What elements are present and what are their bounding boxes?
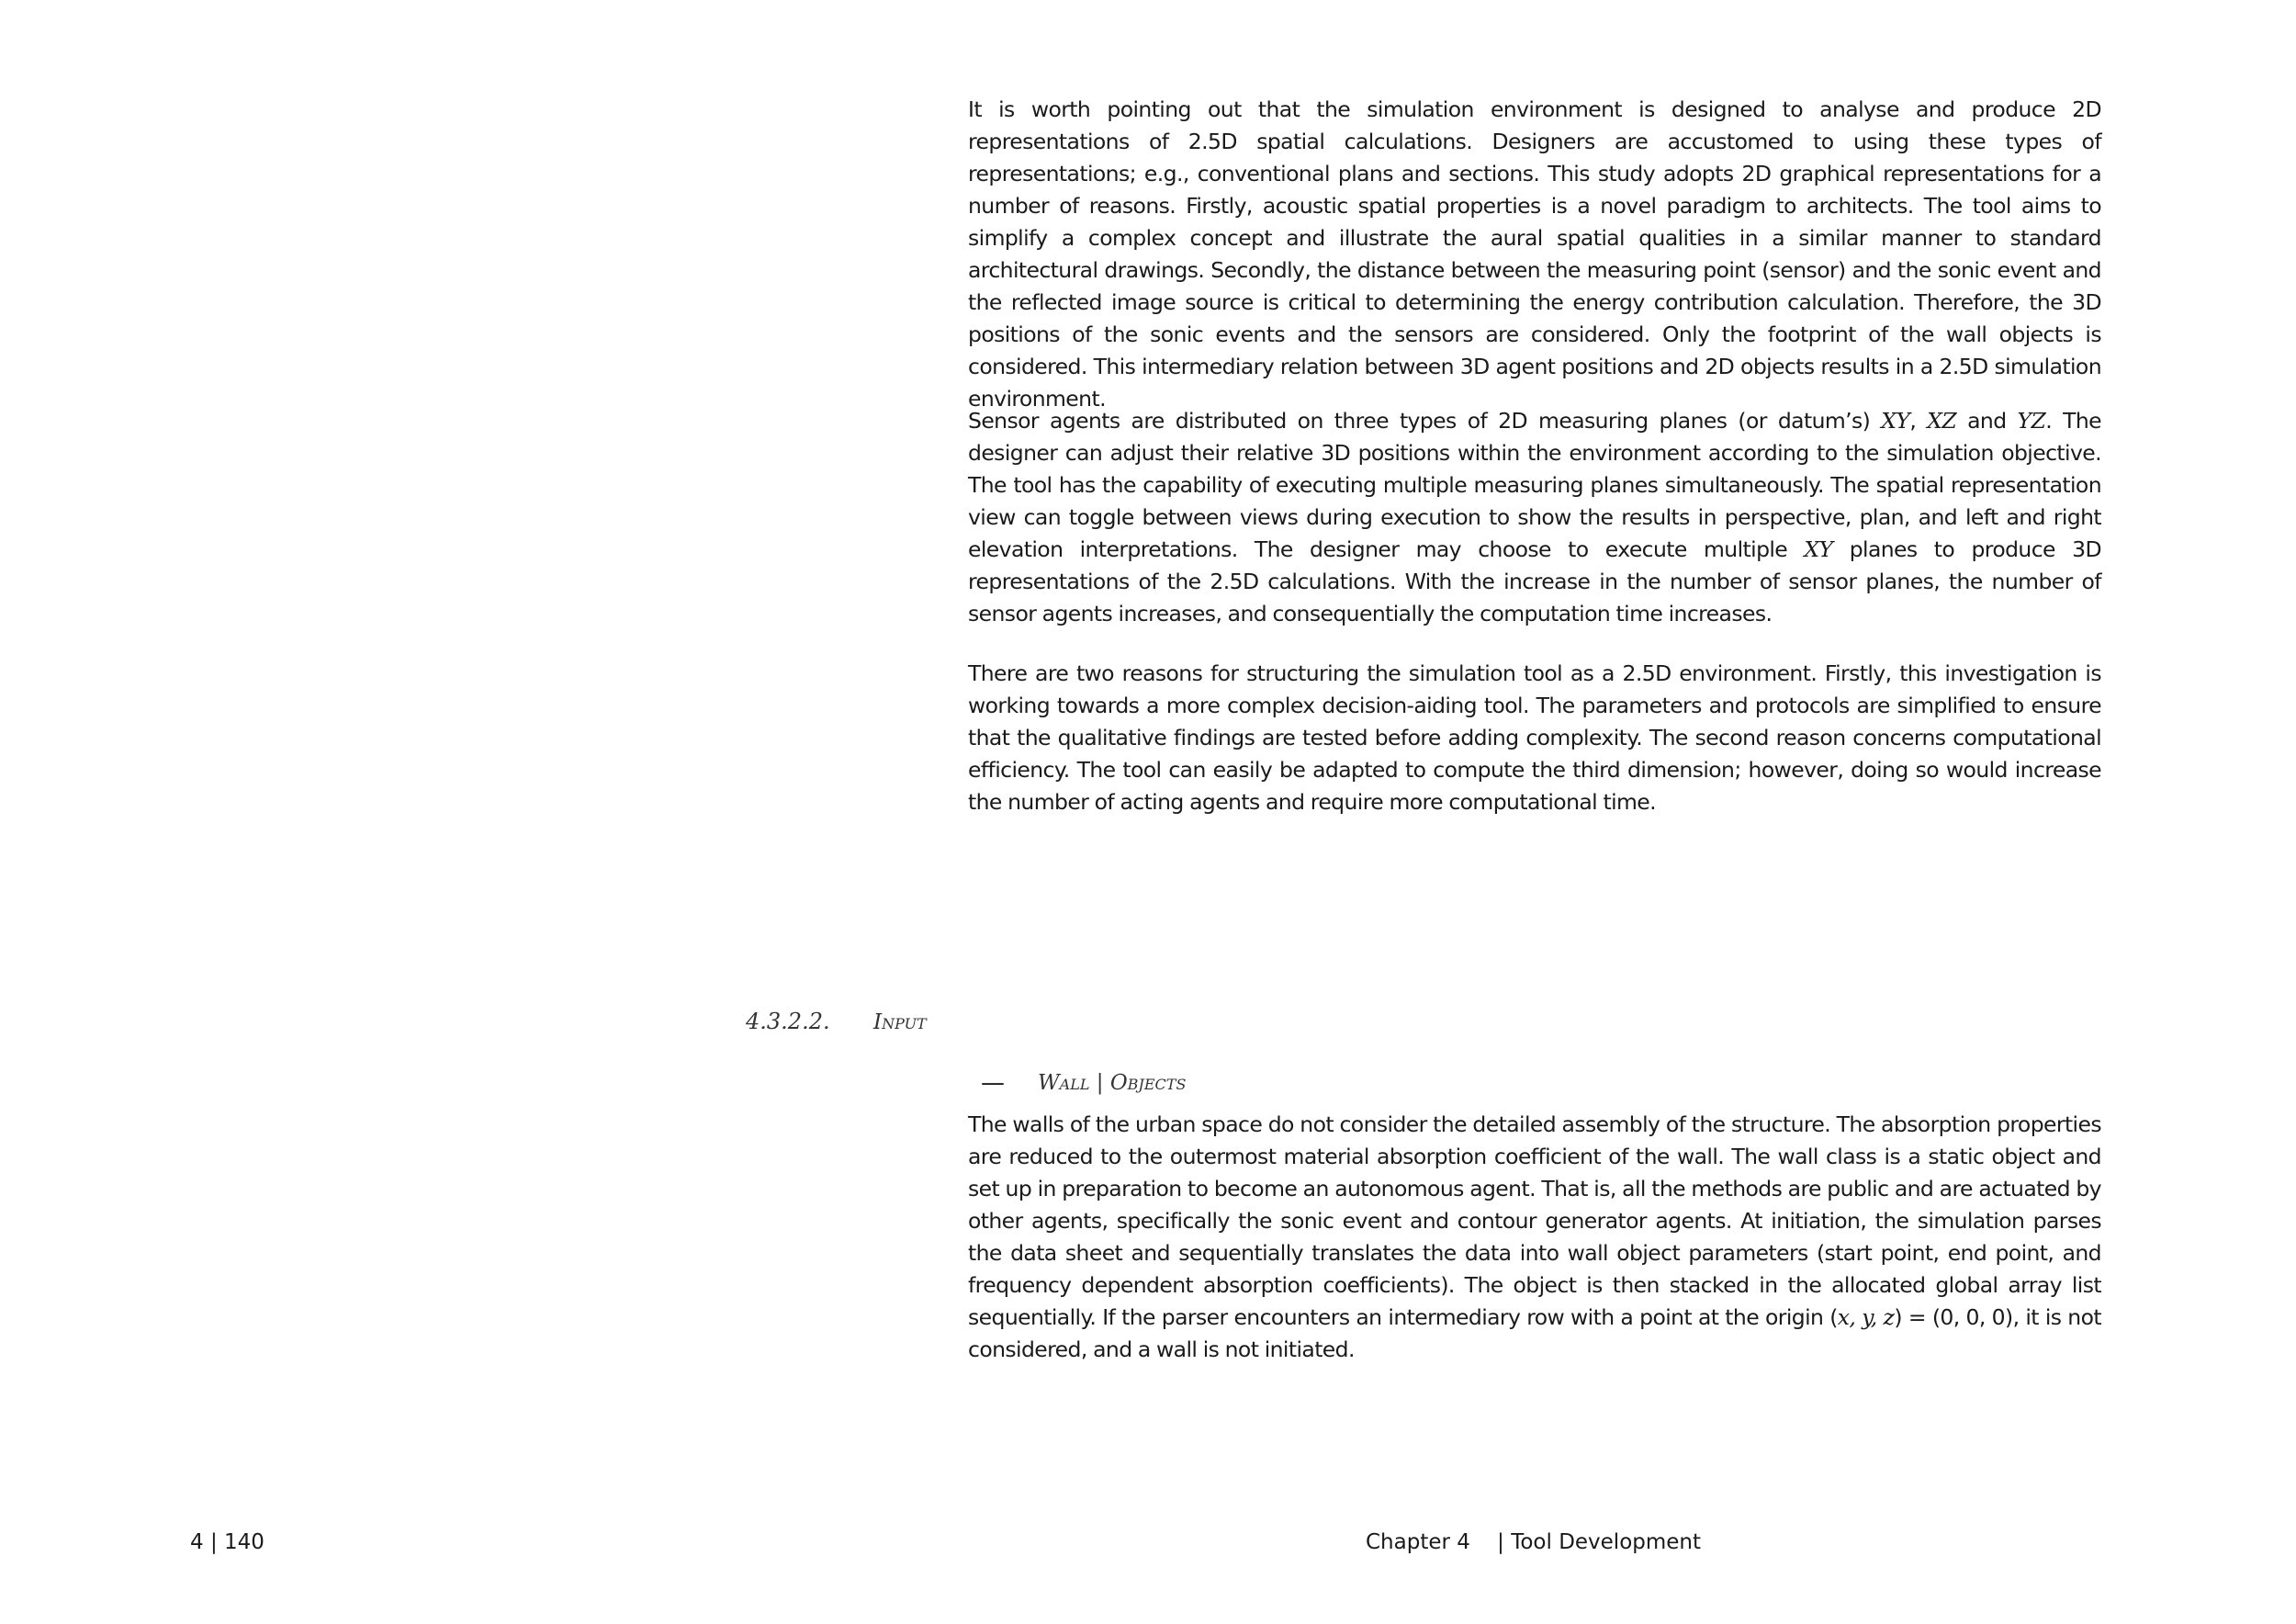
math-yz: YZ: [2017, 408, 2046, 434]
page-number: 4 | 140: [190, 1530, 264, 1554]
math-xyz: x, y, z: [1837, 1304, 1895, 1330]
body-paragraph-sensor-agents: [968, 405, 2101, 630]
body-paragraph-two-reasons: There are two reasons for structuring the simulation tool as a 2.5D environment. Firstly, this investigation is working towards a more complex decision-aiding tool. The parameters and protocols are simplified to ensure that the qualitative findings are tested before adding complexity. The second reason concerns computational efficiency. The tool can easily be adapted to compute the third dimension; however, doing so would increase the number of acting agents and require more computational time.: [968, 660, 2101, 815]
section-title: Input: [873, 1010, 927, 1034]
math-xy: XY: [1881, 408, 1910, 434]
body-paragraph-wall-objects: [968, 1109, 2101, 1366]
chapter-footer: Chapter 4 | Tool Development: [1366, 1530, 1702, 1554]
paragraph-text: . The designer can adjust their relative 3D positions within the environment according to the simulation objective. The tool has the capability of executing multiple measuring planes simultaneously. The spatial representation view can toggle between views during execution to show the results in perspective, plan, and left and right elevation interpretations. The designer may choose to execute multiple: [968, 408, 2101, 562]
subsection-title: Wall | Objects: [1038, 1071, 1187, 1095]
paragraph-text: and: [1956, 408, 2018, 434]
math-xy: XY: [1804, 536, 1833, 562]
section-number: 4.3.2.2.: [746, 1009, 830, 1034]
subsection-dash: —: [981, 1069, 1005, 1097]
paragraph-text: ) = (0, 0, 0), it is not considered, and a wall is not initiated.: [968, 1304, 2101, 1362]
paragraph-text: Sensor agents are distributed on three types of 2D measuring planes (or datum’s): [968, 408, 1882, 434]
paragraph-text: planes to produce 3D representations of the 2.5D calculations. With the increase in the number of sensor planes, the number of sensor agents increases, and consequentially the computation time increases.: [968, 536, 2101, 626]
paragraph-text: ,: [1909, 408, 1928, 434]
paragraph-text: The walls of the urban space do not consider the detailed assembly of the structure. The absorption properties are reduced to the outermost material absorption coefficient of the wall. The wall class is a static object and set up in preparation to become an autonomous agent. That is, all the methods are public and are actuated by other agents, specifically the sonic event and contour generator agents. At initiation, the simulation parses the data sheet and sequentially translates the data into wall object parameters (start point, end point, and frequency dependent absorption coefficients). The object is then stacked in the allocated global array list sequentially. If the parser encounters an intermediary row with a point at the origin (: [968, 1111, 2101, 1330]
body-paragraph-simulation-environment: It is worth pointing out that the simulation environment is designed to analyse and produce 2D representations of 2.5D spatial calculations. Designers are accustomed to using these types of representations; e.g., conventional plans and sections. This study adopts 2D graphical representations for a number of reasons. Firstly, acoustic spatial properties is a novel paradigm to architects. The tool aims to simplify a complex concept and illustrate the aural spatial qualities in a similar manner to standard architectural drawings. Secondly, the distance between the measuring point (sensor) and the sonic event and the reflected image source is critical to determining the energy contribution calculation. Therefore, the 3D positions of the sonic events and the sensors are considered. Only the footprint of the wall objects is considered. This intermediary relation between 3D agent positions and 2D objects results in a 2.5D simulation environment.: [968, 96, 2101, 412]
math-xz: XZ: [1927, 408, 1957, 434]
